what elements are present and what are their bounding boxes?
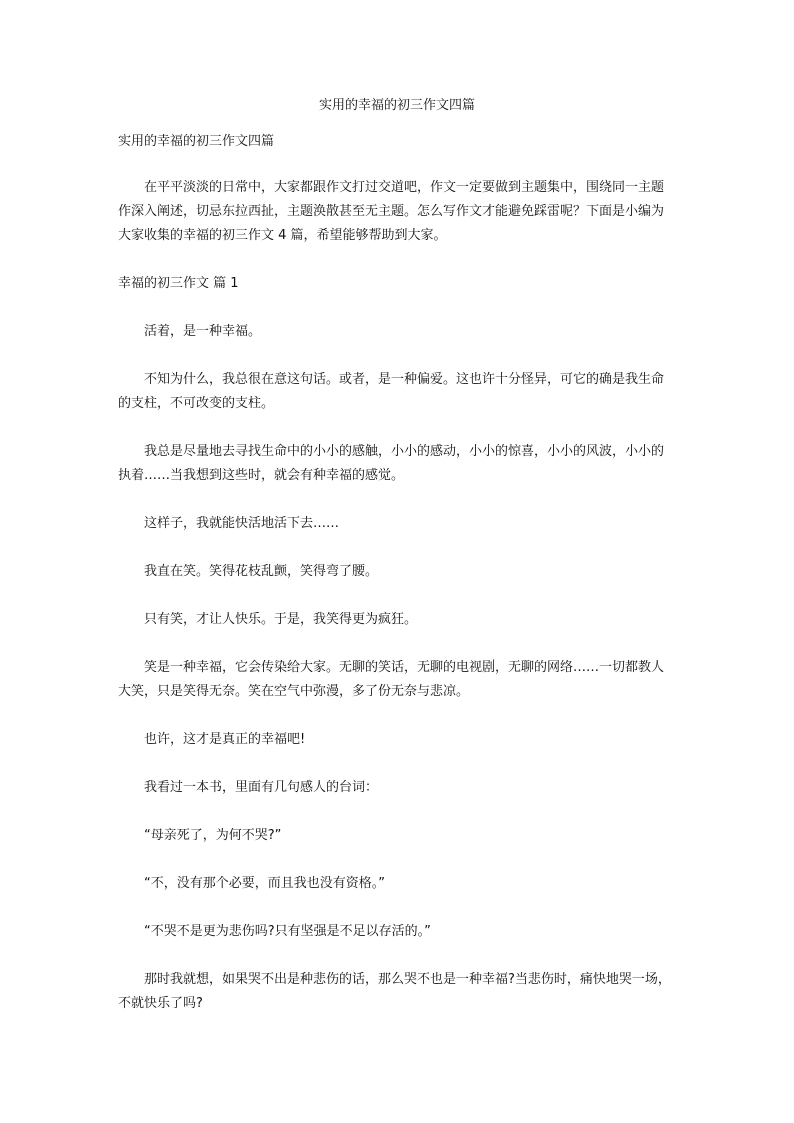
- body-paragraph: 笑是一种幸福，它会传染给大家。无聊的笑话，无聊的电视剧，无聊的网络……一切都教人大笑，只是笑得无奈。笑在空气中弥漫，多了份无奈与悲凉。: [118, 660, 665, 699]
- body-paragraph: “不哭不是更为悲伤吗?只有坚强是不足以存活的。”: [144, 924, 431, 939]
- body-paragraph: 那时我就想，如果哭不出是种悲伤的话，那么哭不也是一种幸福?当悲伤时，痛快地哭一场，不就快乐了吗?: [118, 972, 671, 1011]
- body-paragraph: 我直在笑。笑得花枝乱颤，笑得弯了腰。: [144, 564, 379, 579]
- intro-paragraph: 在平平淡淡的日常中，大家都跟作文打过交道吧，作文一定要做到主题集中，围绕同一主题作深入阐述，切忌东拉西扯，主题涣散甚至无主题。怎么写作文才能避免踩雷呢？下面是小编为大家收集的幸福的初三作文 4 篇，希望能够帮助到大家。: [118, 180, 665, 243]
- body-paragraph: “母亲死了，为何不哭?”: [144, 828, 282, 843]
- body-paragraph: 只有笑，才让人快乐。于是，我笑得更为疯狂。: [144, 612, 418, 627]
- body-paragraph: 活着，是一种幸福。: [144, 324, 262, 339]
- body-paragraph: 我看过一本书，里面有几句感人的台词：: [144, 780, 379, 795]
- document-subtitle: 实用的幸福的初三作文四篇: [118, 134, 275, 149]
- body-paragraph: 这样子，我就能快活地活下去……: [144, 516, 340, 531]
- body-paragraph: 不知为什么，我总很在意这句话。或者，是一种偏爱。这也许十分怪异，可它的确是我生命的支柱，不可改变的支柱。: [118, 372, 665, 411]
- body-paragraph: 我总是尽量地去寻找生命中的小小的感触，小小的感动，小小的惊喜，小小的风波，小小的执着……当我想到这些时，就会有种幸福的感觉。: [118, 444, 665, 483]
- body-paragraph: 也许，这才是真正的幸福吧!: [144, 732, 306, 747]
- body-paragraph: “不，没有那个必要，而且我也没有资格。”: [144, 876, 385, 891]
- section-title: 幸福的初三作文 篇 1: [118, 276, 239, 291]
- document-title: 实用的幸福的初三作文四篇: [318, 98, 475, 113]
